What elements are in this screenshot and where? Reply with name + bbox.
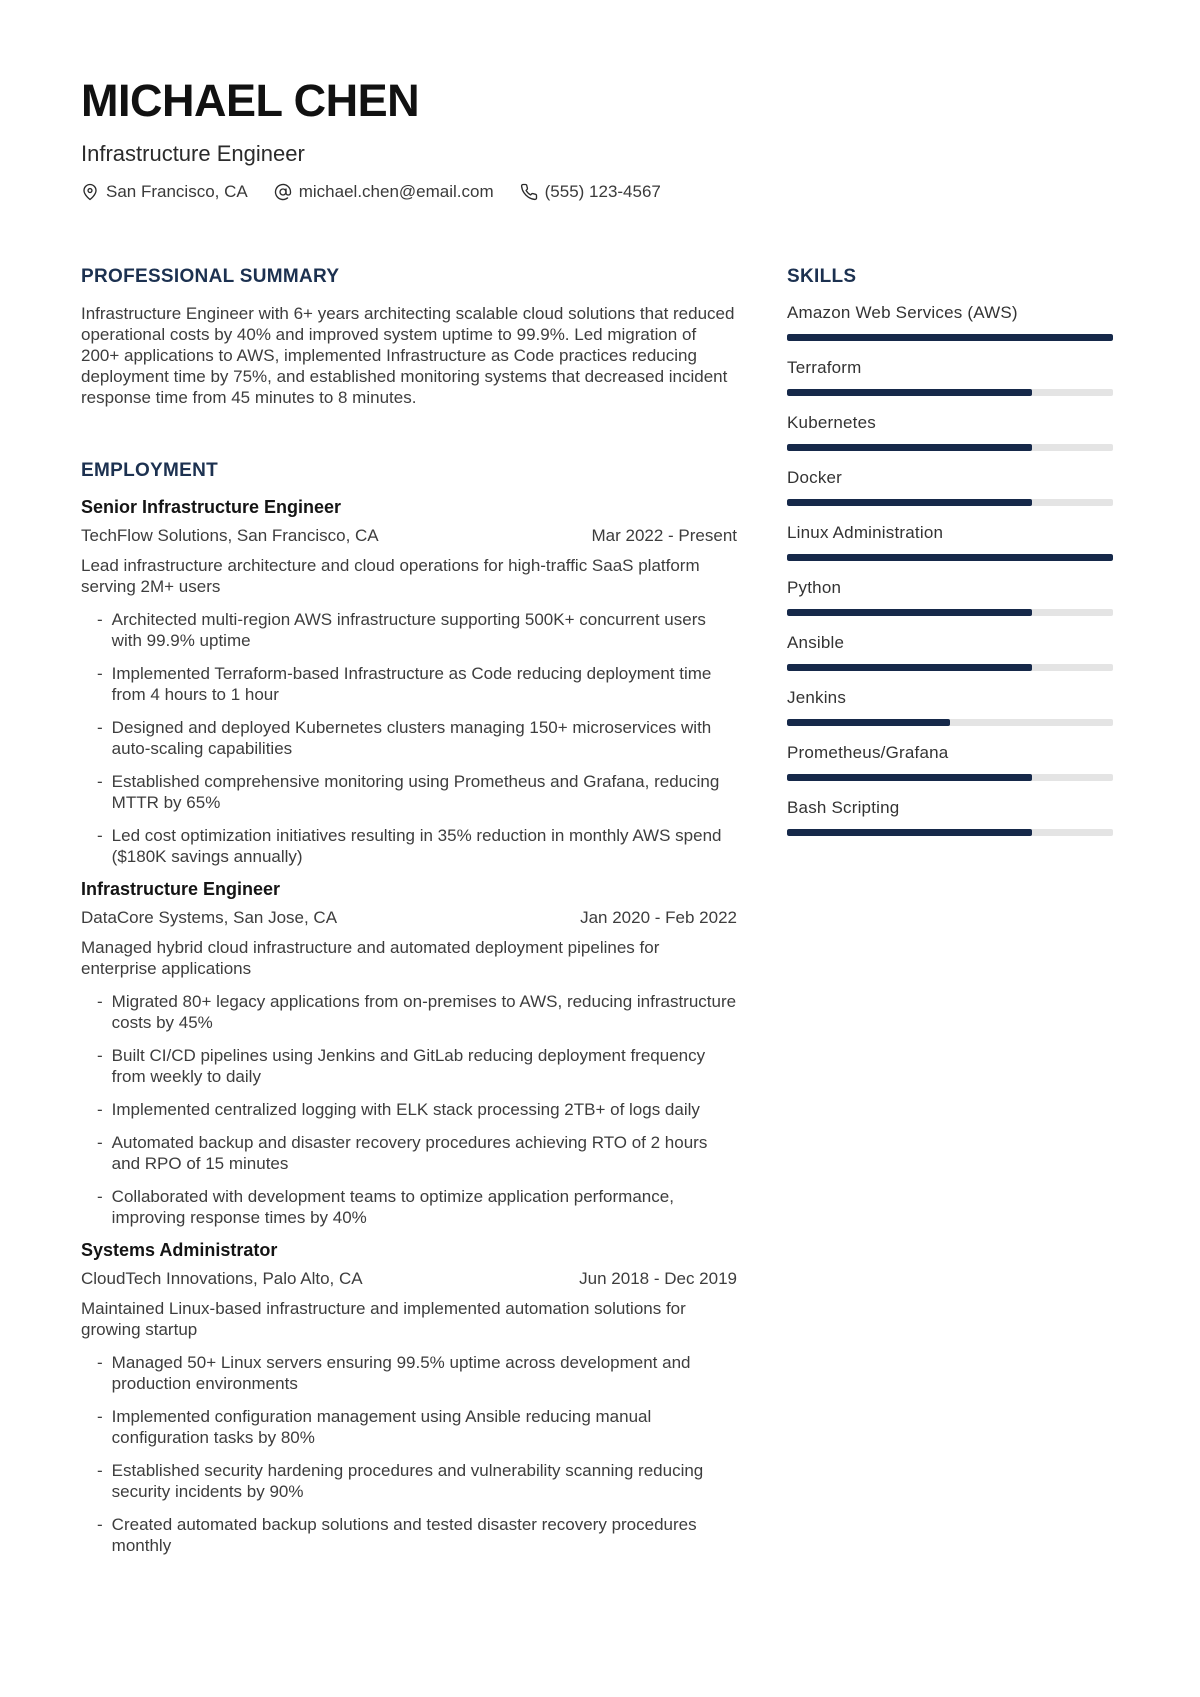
skill-bar-fill [787,719,950,726]
skill-bar-track [787,554,1113,561]
job-bullet-item [97,1132,737,1174]
bullet-dash-marker: - [97,826,103,845]
summary-text: Infrastructure Engineer with 6+ years architecting scalable cloud solutions that reduced operational costs by 40% and improved system uptime to 99.9%. Led migration of 200+ applications to AWS, implemented Infrastructure as Code practices reducing deployment time by 75%, and established monitoring systems that decreased incident response time from 45 minutes to 8 minutes. [81,304,735,407]
job-bullet-item [97,991,737,1033]
contact-item [520,182,661,202]
skills-heading: SKILLS [787,266,857,287]
resume-header [81,75,1113,202]
skill-bar-track [787,719,1113,726]
bullet-text: Designed and deployed Kubernetes clusters managing 150+ microservices with auto-scaling capabilities [111,718,712,758]
job-bullet-item [97,1352,737,1394]
skill-bar-fill [787,829,1032,836]
skill-bar-track [787,609,1113,616]
job-entry [81,1240,737,1556]
bullet-text: Built CI/CD pipelines using Jenkins and GitLab reducing deployment frequency from weekly to daily [111,1046,706,1086]
bullet-text: Implemented Terraform-based Infrastructure as Code reducing deployment time from 4 hours to 1 hour [111,664,712,704]
job-description: Maintained Linux-based infrastructure and implemented automation solutions for growing startup [81,1299,686,1339]
skill-bar-track [787,829,1113,836]
job-bullet-item [97,1186,737,1228]
skills-sidebar [787,266,1113,1568]
skill-bar-fill [787,554,1113,561]
skill-name: Terraform [787,358,862,377]
skill-bar-fill [787,444,1032,451]
skill-bar-track [787,389,1113,396]
skill-name: Amazon Web Services (AWS) [787,303,1018,322]
job-dates: Mar 2022 - Present [591,526,737,545]
skill-bar-fill [787,334,1113,341]
job-dates: Jun 2018 - Dec 2019 [579,1269,737,1288]
skill-item [787,468,1113,506]
skill-bar-fill [787,499,1032,506]
employment-heading: EMPLOYMENT [81,460,219,481]
job-bullet-item [97,663,737,705]
phone-icon [520,183,538,201]
skill-bar-fill [787,389,1032,396]
contact-row [81,182,1113,202]
job-bullet-list [81,609,737,867]
job-bullet-list [81,1352,737,1556]
contact-text: San Francisco, CA [106,182,248,201]
contact-text: (555) 123-4567 [544,182,661,201]
job-description: Managed hybrid cloud infrastructure and automated deployment pipelines for enterprise applications [81,938,660,978]
skills-list [787,303,1113,836]
job-meta-row [81,1269,737,1289]
bullet-dash-marker: - [97,610,103,629]
job-meta-row [81,526,737,546]
bullet-dash-marker: - [97,718,103,737]
skill-item [787,413,1113,451]
bullet-text: Established security hardening procedures and vulnerability scanning reducing security incidents by 90% [111,1461,704,1501]
job-bullet-item [97,1406,737,1448]
skill-name: Jenkins [787,688,847,707]
job-bullet-item [97,609,737,651]
job-bullet-item [97,825,737,867]
skill-name: Docker [787,468,843,487]
bullet-text: Collaborated with development teams to optimize application performance, improving response times by 40% [111,1187,674,1227]
job-bullet-item [97,771,737,813]
skill-item [787,743,1113,781]
skill-item [787,358,1113,396]
bullet-text: Automated backup and disaster recovery procedures achieving RTO of 2 hours and RPO of 15 minutes [111,1133,708,1173]
skill-name: Python [787,578,842,597]
skill-bar-track [787,444,1113,451]
job-list [81,497,737,1556]
job-company-location: TechFlow Solutions, San Francisco, CA [81,526,379,545]
bullet-text: Architected multi-region AWS infrastructure supporting 500K+ concurrent users with 99.9% uptime [111,610,706,650]
job-dates: Jan 2020 - Feb 2022 [580,908,737,927]
skill-bar-fill [787,774,1032,781]
job-title: Senior Infrastructure Engineer [81,497,342,517]
skill-name: Bash Scripting [787,798,900,817]
bullet-text: Established comprehensive monitoring using Prometheus and Grafana, reducing MTTR by 65% [111,772,720,812]
bullet-dash-marker: - [97,1515,103,1534]
bullet-dash-marker: - [97,1353,103,1372]
job-bullet-item [97,1460,737,1502]
skill-name: Ansible [787,633,845,652]
summary-heading: PROFESSIONAL SUMMARY [81,266,340,287]
skill-name: Kubernetes [787,413,876,432]
skill-bar-track [787,664,1113,671]
skill-bar-track [787,774,1113,781]
content-columns [81,266,1113,1568]
bullet-dash-marker: - [97,1046,103,1065]
bullet-text: Led cost optimization initiatives resulting in 35% reduction in monthly AWS spend ($180K savings annually) [111,826,722,866]
bullet-dash-marker: - [97,1461,103,1480]
job-company-location: CloudTech Innovations, Palo Alto, CA [81,1269,363,1288]
skill-item [787,633,1113,671]
bullet-dash-marker: - [97,664,103,683]
bullet-dash-marker: - [97,1133,103,1152]
contact-item [274,182,494,202]
job-meta-row [81,908,737,928]
bullet-text: Created automated backup solutions and tested disaster recovery procedures monthly [111,1515,697,1555]
skill-item [787,798,1113,836]
bullet-dash-marker: - [97,1187,103,1206]
job-entry [81,879,737,1228]
job-title: Systems Administrator [81,1240,278,1260]
job-bullet-item [97,1514,737,1556]
skill-name: Linux Administration [787,523,944,542]
person-job-title: Infrastructure Engineer [81,141,305,166]
professional-summary-section [81,266,737,408]
skill-bar-fill [787,609,1032,616]
location-pin-icon [81,183,99,201]
main-column [81,266,737,1568]
contact-item [81,182,248,202]
job-bullet-item [97,717,737,759]
job-entry [81,497,737,867]
person-name: MICHAEL CHEN [81,75,420,126]
bullet-dash-marker: - [97,1407,103,1426]
bullet-text: Implemented configuration management using Ansible reducing manual configuration tasks by 80% [111,1407,652,1447]
bullet-text: Migrated 80+ legacy applications from on-premises to AWS, reducing infrastructure costs by 45% [111,992,737,1032]
skill-bar-track [787,334,1113,341]
skill-item [787,523,1113,561]
job-company-location: DataCore Systems, San Jose, CA [81,908,338,927]
bullet-dash-marker: - [97,1100,103,1119]
job-title: Infrastructure Engineer [81,879,281,899]
employment-section [81,460,737,1556]
job-bullet-list [81,991,737,1228]
bullet-dash-marker: - [97,772,103,791]
at-sign-icon [274,183,292,201]
bullet-text: Implemented centralized logging with ELK stack processing 2TB+ of logs daily [111,1100,700,1119]
job-description: Lead infrastructure architecture and cloud operations for high-traffic SaaS platform serving 2M+ users [81,556,700,596]
contact-text: michael.chen@email.com [298,182,494,201]
bullet-dash-marker: - [97,992,103,1011]
skill-item [787,303,1113,341]
skill-bar-fill [787,664,1032,671]
bullet-text: Managed 50+ Linux servers ensuring 99.5% uptime across development and production environments [111,1353,691,1393]
skill-item [787,688,1113,726]
skill-name: Prometheus/Grafana [787,743,949,762]
job-bullet-item [97,1045,737,1087]
job-bullet-item [97,1099,737,1120]
skill-item [787,578,1113,616]
skill-bar-track [787,499,1113,506]
